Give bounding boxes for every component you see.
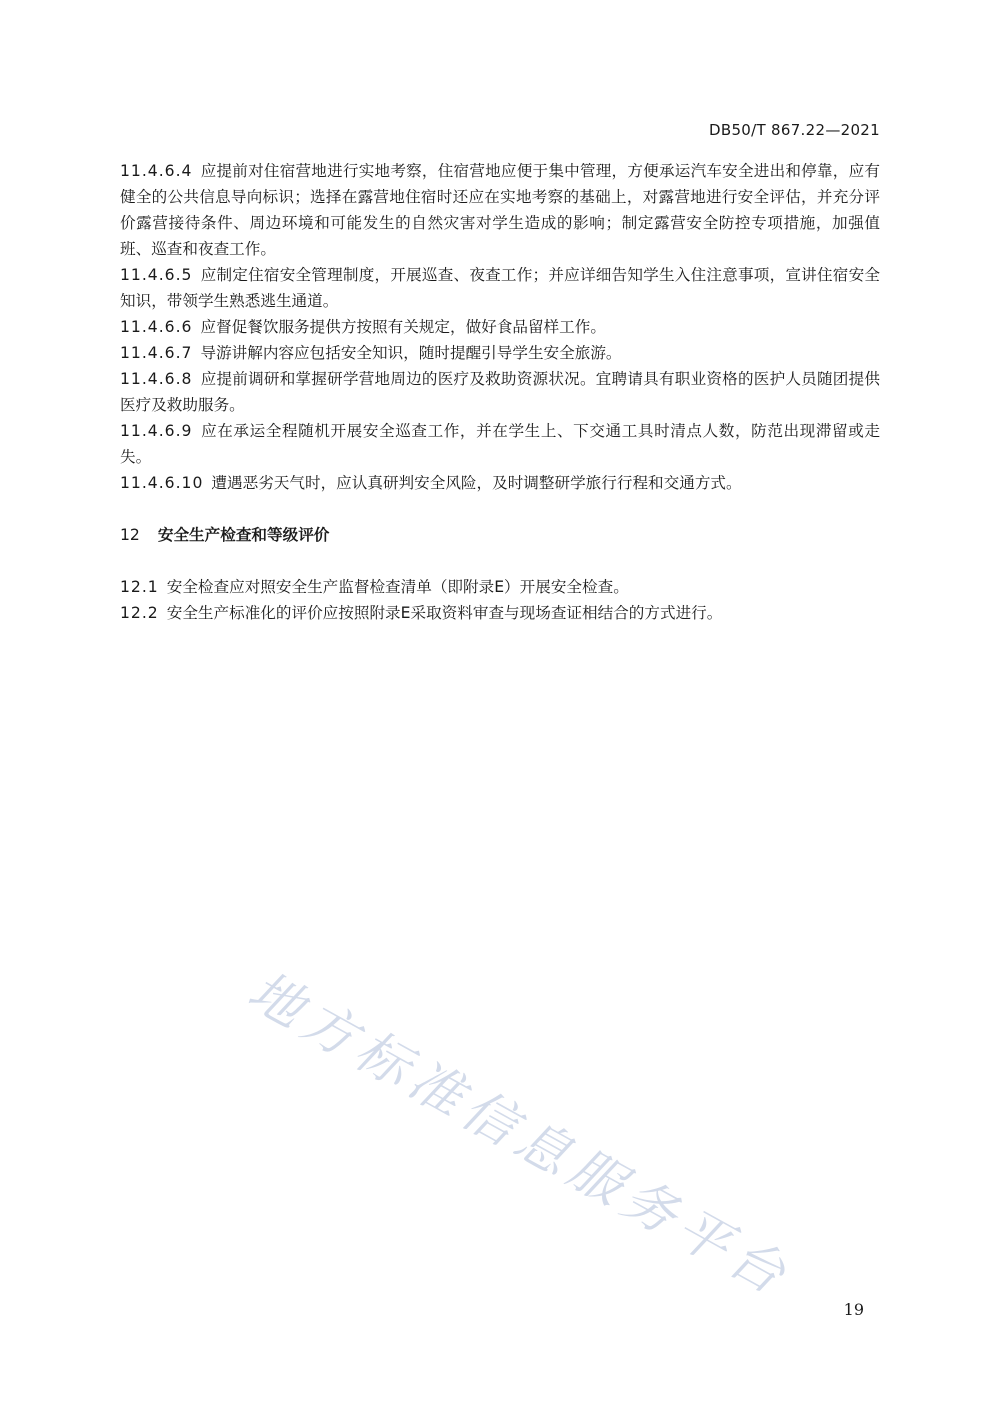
clause-11-4-6-10 (120, 470, 880, 496)
clause-number: 11.4.6.8 (120, 370, 193, 388)
clause-text: 导游讲解内容应包括安全知识，随时提醒引导学生安全旅游。 (200, 344, 622, 362)
section-title: 安全生产检查和等级评价 (157, 526, 330, 544)
document-code: DB50/T 867.22—2021 (709, 121, 880, 139)
clause-number: 11.4.6.6 (120, 318, 193, 336)
clause-text: 应制定住宿安全管理制度，开展巡查、夜查工作；并应详细告知学生入住注意事项，宣讲住宿安全知识，带领学生熟悉逃生通道。 (120, 266, 880, 310)
clause-number: 12.1 (120, 578, 159, 596)
clause-12-1 (120, 574, 880, 600)
clause-text: 遭遇恶劣天气时，应认真研判安全风险，及时调整研学旅行行程和交通方式。 (211, 474, 742, 492)
document-body (120, 158, 880, 626)
clause-11-4-6-7 (120, 340, 880, 366)
clause-text: 应在承运全程随机开展安全巡查工作，并在学生上、下交通工具时清点人数，防范出现滞留或走失。 (120, 422, 880, 466)
clause-text: 应提前对住宿营地进行实地考察，住宿营地应便于集中管理，方便承运汽车安全进出和停靠，应有健全的公共信息导向标识；选择在露营地住宿时还应在实地考察的基础上，对露营地进行安全评估，并充分评价露营接待条件、周边环境和可能发生的自然灾害对学生造成的影响；制定露营安全防控专项措施，加强值班、巡查和夜查工作。 (120, 162, 880, 258)
clause-11-4-6-9 (120, 418, 880, 470)
clause-number: 11.4.6.4 (120, 162, 193, 180)
clause-12-2 (120, 600, 880, 626)
clause-number: 11.4.6.5 (120, 266, 193, 284)
section-heading (120, 522, 880, 548)
page-number: 19 (843, 1300, 864, 1319)
clause-number: 11.4.6.9 (120, 422, 193, 440)
clause-11-4-6-8 (120, 366, 880, 418)
clause-text: 安全生产标准化的评价应按照附录E采取资料审查与现场查证相结合的方式进行。 (166, 604, 723, 622)
clause-text: 应督促餐饮服务提供方按照有关规定，做好食品留样工作。 (200, 318, 606, 336)
clause-11-4-6-5 (120, 262, 880, 314)
clause-11-4-6-6 (120, 314, 880, 340)
clause-text: 安全检查应对照安全生产监督检查清单（即附录E）开展安全检查。 (166, 578, 629, 596)
clause-number: 12.2 (120, 604, 159, 622)
clause-number: 11.4.6.7 (120, 344, 193, 362)
clause-number: 11.4.6.10 (120, 474, 204, 492)
clause-11-4-6-4 (120, 158, 880, 262)
section-number: 12 (120, 526, 140, 544)
clause-text: 应提前调研和掌握研学营地周边的医疗及救助资源状况。宜聘请具有职业资格的医护人员随团提供医疗及救助服务。 (120, 370, 880, 414)
watermark: 地方标准信息服务平台 (238, 960, 802, 1310)
